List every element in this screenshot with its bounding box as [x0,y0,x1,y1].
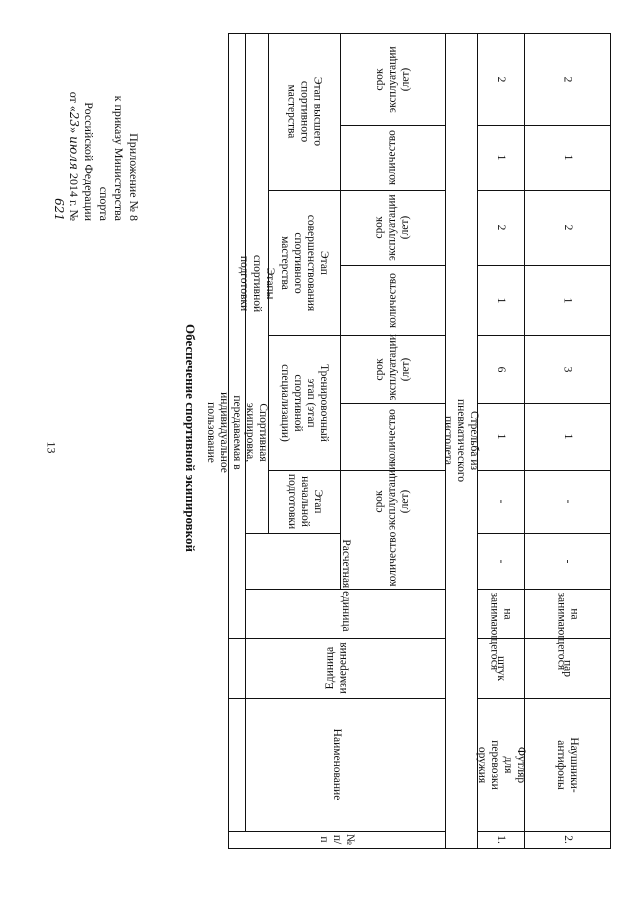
row-1-number [477,831,524,848]
row-1-value-text: 2 [495,76,507,82]
row-2-value-text: 1 [561,433,574,440]
row-1-value-text: 6 [495,366,507,372]
row-2-name-text: Наушники-антифоны [555,736,580,793]
row-1-value-text: - [495,499,507,504]
header-unit-text: Единица измерения [323,642,349,694]
header-stage-initial [268,470,340,533]
header-name-text: Наименование [331,728,343,801]
row-2-value [524,470,610,533]
row-2-value [524,33,610,125]
row-1-value [477,190,524,265]
header-subcol-life [340,33,445,125]
section-title [442,33,481,848]
row-2-name [524,698,610,831]
row-2-value [524,335,610,403]
row-1-value [477,125,524,190]
row-1-value [477,335,524,403]
header-subcol-qty [340,125,445,190]
row-2-value [524,190,610,265]
header-group-title-text: Спортивная экипировка, передаваемая в индивидуальное пользование [205,391,269,473]
row-1-number-text: 1. [495,835,507,844]
header-stage-higher-text: Этап высшего спортивного мастерства [285,76,324,147]
row-2-value-text: 2 [561,224,574,231]
header-subcol-qty [340,265,445,335]
section-title-text: Стрельба из пневматического пистолета [442,398,481,483]
header-subcol-qty-text: количество [386,531,398,586]
header-subcol-life [340,190,445,265]
row-2-number [524,831,610,848]
header-subcol-qty-text: количество [386,130,398,185]
header-stage-initial-text: Этап начальной подготовки [285,473,324,530]
header-number-text: № п/п [318,834,356,845]
row-1-unit-text: штук [495,655,507,681]
row-2-value [524,533,610,589]
row-2-number-text: 2. [561,835,574,844]
header-stages-title [238,33,276,533]
row-2-calc-unit-text: на занимающегося [555,592,580,670]
row-1-unit [477,638,524,698]
row-2-value-text: - [561,499,574,504]
row-1-value [477,470,524,533]
header-subcol-life [340,335,445,403]
row-1-value [477,33,524,125]
header-calc-unit-text: Расчетная единица [339,539,352,632]
row-1-value-text: 2 [495,224,507,231]
header-stage-training [268,335,340,470]
row-2-value-text: 3 [561,366,574,372]
annex-line-3: Российской Федерации [82,102,96,221]
row-1-value-text: 1 [495,433,507,440]
row-1-value [477,533,524,589]
page-number: 13 [44,441,59,454]
table-border-right [610,33,611,849]
header-subcol-qty-text: количество [386,409,398,464]
row-2-value [524,403,610,470]
header-subcol-qty [340,403,445,470]
header-stage-training-text: Тренировочный этап (этап спортивной специализации) [279,363,330,442]
rows-bottom-line [477,848,610,849]
header-subcol-life-text: срок эксплуатации (лет) [373,333,411,400]
row-1-value-text: - [495,559,507,563]
row-1-value [477,265,524,335]
header-subcol-life-text: срок эксплуатации (лет) [373,463,411,530]
row-2-value-text: - [561,559,574,563]
header-stage-higher [268,33,340,190]
row-1-value-text: 1 [495,297,507,303]
row-2-value [524,265,610,335]
row-1-name-text: Футляр для перевозки оружия [475,739,527,790]
header-stage-improvement [268,190,340,335]
row-2-value-text: 1 [561,154,574,161]
row-1-calc-unit-text: на занимающегося [488,592,514,670]
row-2-value-text: 2 [561,76,574,82]
header-subcol-life-text: срок эксплуатации (лет) [373,45,411,113]
header-subcol-life [340,463,445,533]
header-unit [228,638,445,698]
row-2-unit [524,638,610,698]
annex-line-2: к приказу Министерства спорта [97,95,126,221]
header-subcol-qty [340,533,445,589]
annex-header [49,71,141,221]
header-number [228,831,445,848]
row-2-value-text: 1 [561,297,574,303]
row-2-value [524,125,610,190]
row-1-name [475,698,527,831]
header-stage-improvement-text: Этап совершенствования спортивного мастерства [279,214,331,311]
annex-date-year: 2014 г. № [67,172,81,221]
row-1-value-text: 1 [495,154,507,161]
header-subcol-qty-text: количество [386,272,398,328]
annex-date-prefix: от « [67,91,81,112]
row-1-value [477,403,524,470]
document-title: Обеспечение спортивной экипировкой [183,324,198,552]
annex-date-line [51,71,81,221]
header-name [228,698,445,831]
header-subcol-life-text: срок эксплуатации (лет) [373,194,411,261]
annex-date-number: 621 [52,198,66,221]
annex-line-1: Приложение № 8 [127,133,141,221]
header-stages-title-text: Этапы спортивной подготовки [238,254,276,312]
row-2-unit-text: пар [561,659,574,677]
annex-date-mid: » [67,127,81,134]
annex-date-month: июля [67,136,81,170]
annex-date-day: 23 [67,111,81,128]
